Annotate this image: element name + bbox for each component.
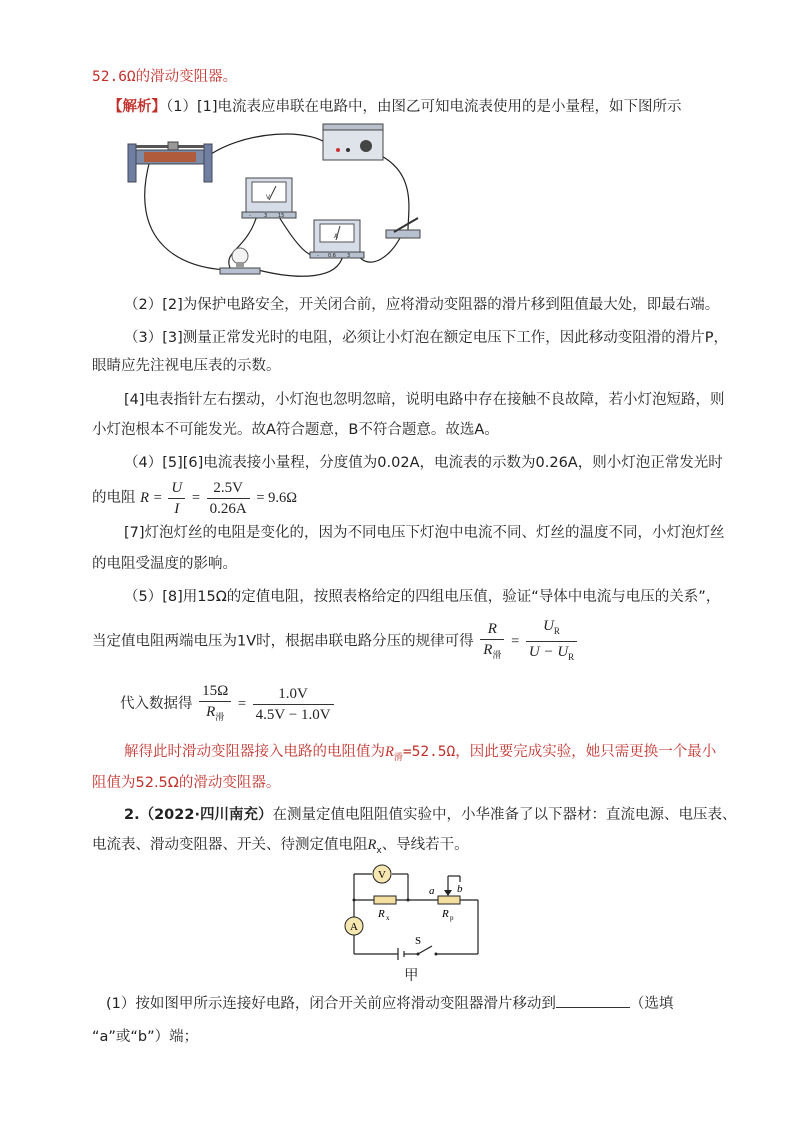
- q2-line2-post: 、导线若干。: [381, 837, 469, 853]
- formula-prefix: 当定值电阻两端电压为1V时，根据串联电路分压的规律可得: [92, 633, 474, 650]
- analysis-p4a: [4]电表指针左右摆动，小灯泡也忽明忽暗，说明电路中存在接触不良故障，若小灯泡短路，则: [124, 392, 725, 408]
- q2-sub1-text: (1）按如图甲所示连接好电路，闭合开关前应将滑动变阻器滑片移动到: [106, 996, 556, 1012]
- formula-divider: 当定值电阻两端电压为1V时，根据串联电路分压的规律可得 $\frac{R}{R_滑}$ = $\frac{U_R}{U - U_R}$: [92, 616, 579, 664]
- frac-den: R: [483, 641, 493, 658]
- ammeter-terminal-06: 0.6: [328, 253, 336, 259]
- rheostat-icon: [128, 142, 212, 182]
- q2-sub1-hint: （选填: [629, 996, 674, 1012]
- ammeter-letter: A: [334, 233, 339, 240]
- analysis-p1: （1）[1]电流表应串联在电路中，由图乙可知电流表使用的是小量程，如下图所示: [166, 99, 682, 115]
- frac-num: U: [543, 618, 554, 634]
- question-2-source: 2.（2022·四川南充）: [124, 807, 273, 823]
- ammeter-terminal-3: 3: [347, 253, 351, 259]
- analysis-p2: （2）[2]为保护电路安全，开关闭合前，应将滑动变阻器的滑片移到阻值最大处，即最右端。: [124, 297, 720, 313]
- frac-num: R: [480, 619, 504, 640]
- fraction-15-over-rslide: [199, 681, 231, 727]
- ammeter-icon: [310, 220, 364, 259]
- q2-line2-sub: x: [376, 845, 382, 856]
- p11a-post: =52.5Ω，因此要完成实验，她只需更换一个最小: [402, 744, 717, 760]
- frac-num-sub: R: [553, 626, 560, 636]
- rx-sub: x: [386, 914, 390, 922]
- frac-num: 15Ω: [199, 681, 231, 702]
- analysis-p11a: [124, 741, 716, 769]
- rp-label: R: [442, 908, 449, 920]
- frac-den: 4.5V − 1.0V: [255, 706, 331, 723]
- frac-den-sub: 滑: [215, 712, 225, 722]
- formula-prefix: 的电阻: [92, 490, 136, 506]
- switch-label: S: [415, 935, 422, 947]
- analysis-p4b: 小灯泡根本不可能发光。故A符合题意，B不符合题意。故选A。: [92, 422, 499, 438]
- frac-den: R: [206, 704, 216, 720]
- formula-result: = 9.6Ω: [256, 490, 298, 506]
- frac-den: 0.26A: [209, 500, 247, 517]
- fraction-u-over-i: [168, 478, 185, 519]
- light-bulb-icon: [220, 248, 260, 274]
- frac-num: U: [168, 478, 185, 499]
- voltmeter-terminal-3: 3: [264, 213, 268, 219]
- analysis-p11b: 阻值为52.5Ω的滑动变阻器。: [92, 775, 281, 791]
- analysis-p3a: （3）[3]测量正常发光时的电阻，必须让小灯泡在额定电压下工作，因此移动变阻滑的滑片P，: [124, 330, 729, 346]
- power-supply-icon: [323, 124, 383, 160]
- answer-blank[interactable]: [556, 993, 630, 1008]
- q2-line2-pre: 电流表、滑动变阻器、开关、待测定值电阻: [92, 837, 368, 853]
- voltmeter-icon: [242, 178, 296, 219]
- question-2-text: 在测量定值电阻阻值实验中，小华准备了以下器材：直流电源、电压表、: [272, 807, 737, 823]
- rp-sub: p: [450, 914, 454, 922]
- fraction-voltages: [253, 684, 334, 725]
- voltmeter-letter: V: [266, 194, 271, 201]
- p11a-pre: 解得此时滑动变阻器接入电路的电阻值为: [124, 744, 385, 760]
- question-2-line-2: [92, 834, 469, 862]
- fraction-values: [207, 478, 250, 519]
- switch-icon: [386, 218, 420, 238]
- formula-prefix: 代入数据得: [120, 696, 193, 712]
- question-2-line-1: [124, 804, 736, 826]
- rx-label: R: [378, 908, 385, 920]
- fraction-ur-over-u-minus-ur: [526, 616, 577, 667]
- formula-eq: =: [153, 490, 162, 506]
- voltmeter-terminal-neg: -: [249, 213, 251, 219]
- frac-den: U − U: [528, 644, 569, 660]
- analysis-p5: （4）[5][6]电流表接小量程，分度值为0.02A，电流表的示数为0.26A，则小灯泡正常发光时: [124, 455, 723, 471]
- analysis-p3b: 眼睛应先注视电压表的示数。: [92, 358, 281, 374]
- frac-num: 1.0V: [253, 684, 334, 705]
- q2-line2-var: R: [367, 837, 377, 853]
- frac-den: I: [174, 500, 180, 517]
- ammeter-label: A: [350, 921, 358, 933]
- frac-den-sub: R: [568, 652, 575, 662]
- terminal-a-label: a: [429, 885, 435, 897]
- analysis-tag: 【解析】: [108, 99, 166, 115]
- formula-substitute: 代入数据得 $\frac{15\Omega}{R_滑}$ = $\frac{1.0V}{4.5V - 1.0V}$: [120, 680, 336, 728]
- frac-den-sub: 滑: [492, 649, 502, 660]
- analysis-p8: （5）[8]用15Ω的定值电阻，按照表格给定的四组电压值，验证“导体中电流与电压的关系”，: [124, 589, 721, 605]
- figure-caption: 甲: [404, 968, 419, 984]
- previous-answer-line: 52.6Ω的滑动变阻器。: [92, 69, 238, 85]
- analysis-p7b: 的电阻受温度的影响。: [92, 556, 237, 572]
- voltmeter-label: V: [378, 869, 386, 881]
- p11a-sub: 滑: [393, 752, 403, 763]
- voltmeter-terminal-15: 15: [278, 213, 285, 219]
- terminal-b-label: b: [457, 883, 463, 895]
- circuit-diagram: [338, 862, 488, 982]
- circuit-apparatus-figure: [118, 120, 428, 285]
- ammeter-terminal-neg: -: [317, 253, 319, 259]
- question-2-sub-1-cont: “a”或“b”）端；: [92, 1029, 199, 1045]
- formula-resistance: 的电阻 R = $\frac{U}{I}$ = $\frac{2.5V}{0.26A}$ = 9.6Ω: [92, 479, 298, 517]
- fraction-r-over-rslide: [480, 619, 504, 665]
- question-2-sub-1: [106, 993, 673, 1015]
- frac-num: 2.5V: [207, 478, 250, 499]
- p11a-var: R: [385, 744, 394, 760]
- formula-lhs: R: [140, 490, 149, 506]
- analysis-line-1: [108, 96, 682, 118]
- analysis-p7a: [7]灯泡灯丝的电阻是变化的，因为不同电压下灯泡中电流不同、灯丝的温度不同，小灯泡灯丝: [124, 525, 725, 541]
